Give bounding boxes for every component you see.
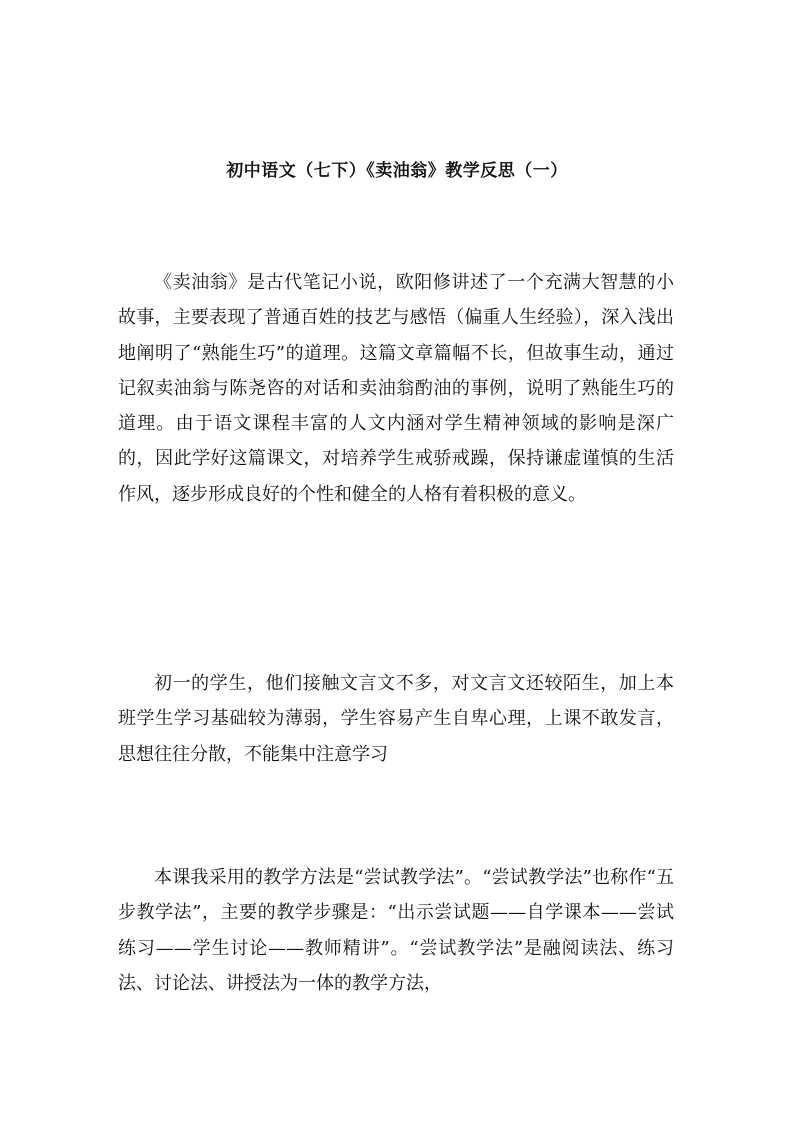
- document-title: 初中语文（七下）《卖油翁》教学反思（一）: [226, 161, 568, 181]
- paragraph-3: 本课我采用的教学方法是“尝试教学法”。“尝试教学法”也称作“五步教学法”，主要的教学步骤是：“出示尝试题——自学课本——尝试练习——学生讨论——教师精讲”。“尝试教学法”是融阅读法、练习法、讨论法、讲授法为一体的教学方法，: [118, 867, 674, 994]
- paragraph-1: 《卖油翁》是古代笔记小说，欧阳修讲述了一个充满大智慧的小故事，主要表现了普通百姓的技艺与感悟（偏重人生经验），深入浅出地阐明了“熟能生巧”的道理。这篇文章篇幅不长，但故事生动，通过记叙卖油翁与陈尧咨的对话和卖油翁酌油的事例，说明了熟能生巧的道理。由于语文课程丰富的人文内涵对学生精神领域的影响是深广的，因此学好这篇课文，对培养学生戒骄戒躁，保持谦虚谨慎的生活作风，逐步形成良好的个性和健全的人格有着积极的意义。: [118, 272, 674, 505]
- paragraph-2: 初一的学生，他们接触文言文不多，对文言文还较陌生，加上本班学生学习基础较为薄弱，学生容易产生自卑心理，上课不敢发言，思想往往分散，不能集中注意学习: [118, 673, 674, 765]
